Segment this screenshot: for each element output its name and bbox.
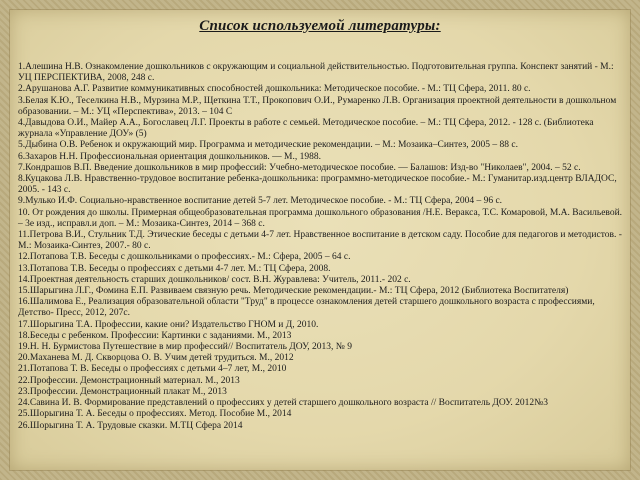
list-item: 8.Куцакова Л.В. Нравственно-трудовое воспитание ребенка-дошкольника: программно-методическое пособие.- М.: Гуманитар.изд.центр ВЛАДОС, 2005. - 143 с. — [18, 174, 617, 196]
list-item: 5.Дыбина О.В. Ребенок и окружающий мир. Программа и методические рекомендации. – М.: Мозаика–Синтез, 2005 – 88 с. — [18, 140, 518, 151]
list-item: 16.Шалимова Е., Реализация образовательной области "Труд" в процессе ознакомления детей старшего дошкольного возраста с профессиями, Детство- Пресс, 2012, 207с. — [18, 297, 595, 319]
list-item: 10. От рождения до школы. Примерная общеобразовательная программа дошкольного образования /Н.Е. Веракса, Т.С. Комаровой, М.А. Васильевой. – 3е изд., исправл.и доп. – М.: Мозаика-Синтез, 2014 – 368 с. — [18, 207, 623, 229]
list-item: 24.Савина И. В. Формирование представлений о профессиях у детей старшего дошкольного возраста // Воспитатель ДОУ. 2012№3 — [18, 398, 548, 409]
page-title: Список используемой литературы: — [199, 18, 441, 34]
list-item: 26.Шорыгина Т. А. Трудовые сказки. М.ТЦ Сфера 2014 — [18, 420, 243, 431]
list-item: 15.Шарыгина Л.Г., Фомина Е.П. Развиваем связную речь. Методические рекомендации.- М.: ТЦ Сфера, 2012 (Библиотека Воспитателя) — [18, 286, 569, 297]
list-item: 25.Шорыгина Т. А. Беседы о профессиях. Метод. Пособие М., 2014 — [18, 409, 292, 420]
reference-list — [18, 62, 624, 432]
list-item: 1.Алешина Н.В. Ознакомление дошкольников с окружающим и социальной действительностью. Подготовительная группа. Конспект занятий - М.: УЦ ПЕРСПЕКТИВА, 2008, 248 с. — [18, 62, 614, 84]
list-item: 17.Шорыгина Т.А. Профессии, какие они? Издательство ГНОМ и Д, 2010. — [18, 319, 319, 330]
list-item: 20.Маханева М. Д. Скворцова О. В. Учим детей трудиться. М., 2012 — [18, 353, 294, 364]
list-item: 4.Давыдова О.И., Майер А.А., Богославец Л.Г. Проекты в работе с семьей. Методическое пособие. – М.: ТЦ Сфера, 2012. - 128 с. (Библиотека журнала «Управление ДОУ» (5) — [18, 118, 594, 140]
list-item: 18.Беседы с ребенком. Профессии: Картинки с заданиями. М., 2013 — [18, 330, 292, 341]
list-item: 12.Потапова Т.В. Беседы с дошкольниками о профессиях.- М.: Сфера, 2005 – 64 с. — [18, 252, 351, 263]
list-item: 2.Арушанова А.Г. Развитие коммуникативных способностей дошкольника: Методическое пособие. - М.: ТЦ Сфера, 2011. 80 с. — [18, 84, 531, 95]
list-item: 23.Профессии. Демонстрационный плакат М., 2013 — [18, 386, 227, 397]
list-item: 22.Профессии. Демонстрационный материал. М., 2013 — [18, 375, 240, 386]
list-item: 3.Белая К.Ю., Теселкина Н.В., Мурзина М.Р., Щеткина Т.Т., Прокопович О.И., Румаренко Л.В. Организация проектной деятельности в дошкольном образовании. – М.: УЦ «Перспектива», 2013. – 104 С — [18, 95, 617, 117]
list-item: 19.Н. Н. Бурмистова Путешествие в мир профессий// Воспитатель ДОУ, 2013, № 9 — [18, 342, 352, 353]
list-item: 7.Кондрашов В.П. Введение дошкольников в мир профессий: Учебно-методическое пособие. — Балашов: Изд-во "Николаев", 2004. – 52 с. — [18, 162, 581, 173]
list-item: 6.Захаров Н.Н. Профессиональная ориентация дошкольников. — М., 1988. — [18, 151, 322, 162]
list-item: 9.Мулько И.Ф. Социально-нравственное воспитание детей 5-7 лет. Методическое пособие. - М.: ТЦ Сфера, 2004 – 96 с. — [18, 196, 503, 207]
list-item: 14.Проектная деятельность старших дошкольников/ сост. В.Н. Журавлева: Учитель, 2011.- 202 с. — [18, 274, 411, 285]
list-item: 13.Потапова Т.В. Беседы о профессиях с детьми 4-7 лет. М.: ТЦ Сфера, 2008. — [18, 263, 331, 274]
list-item: 11.Петрова В.И., Стульник Т.Д. Этические беседы с детьми 4-7 лет. Нравственное воспитание в детском саду. Пособие для педагогов и методистов. - М.: Мозаика-Синтез, 2007.- 80 с. — [18, 230, 622, 252]
parchment-sheet — [10, 10, 630, 470]
list-item: 21.Потапова Т. В. Беседы о профессиях с детьми 4–7 лет, М., 2010 — [18, 364, 287, 375]
